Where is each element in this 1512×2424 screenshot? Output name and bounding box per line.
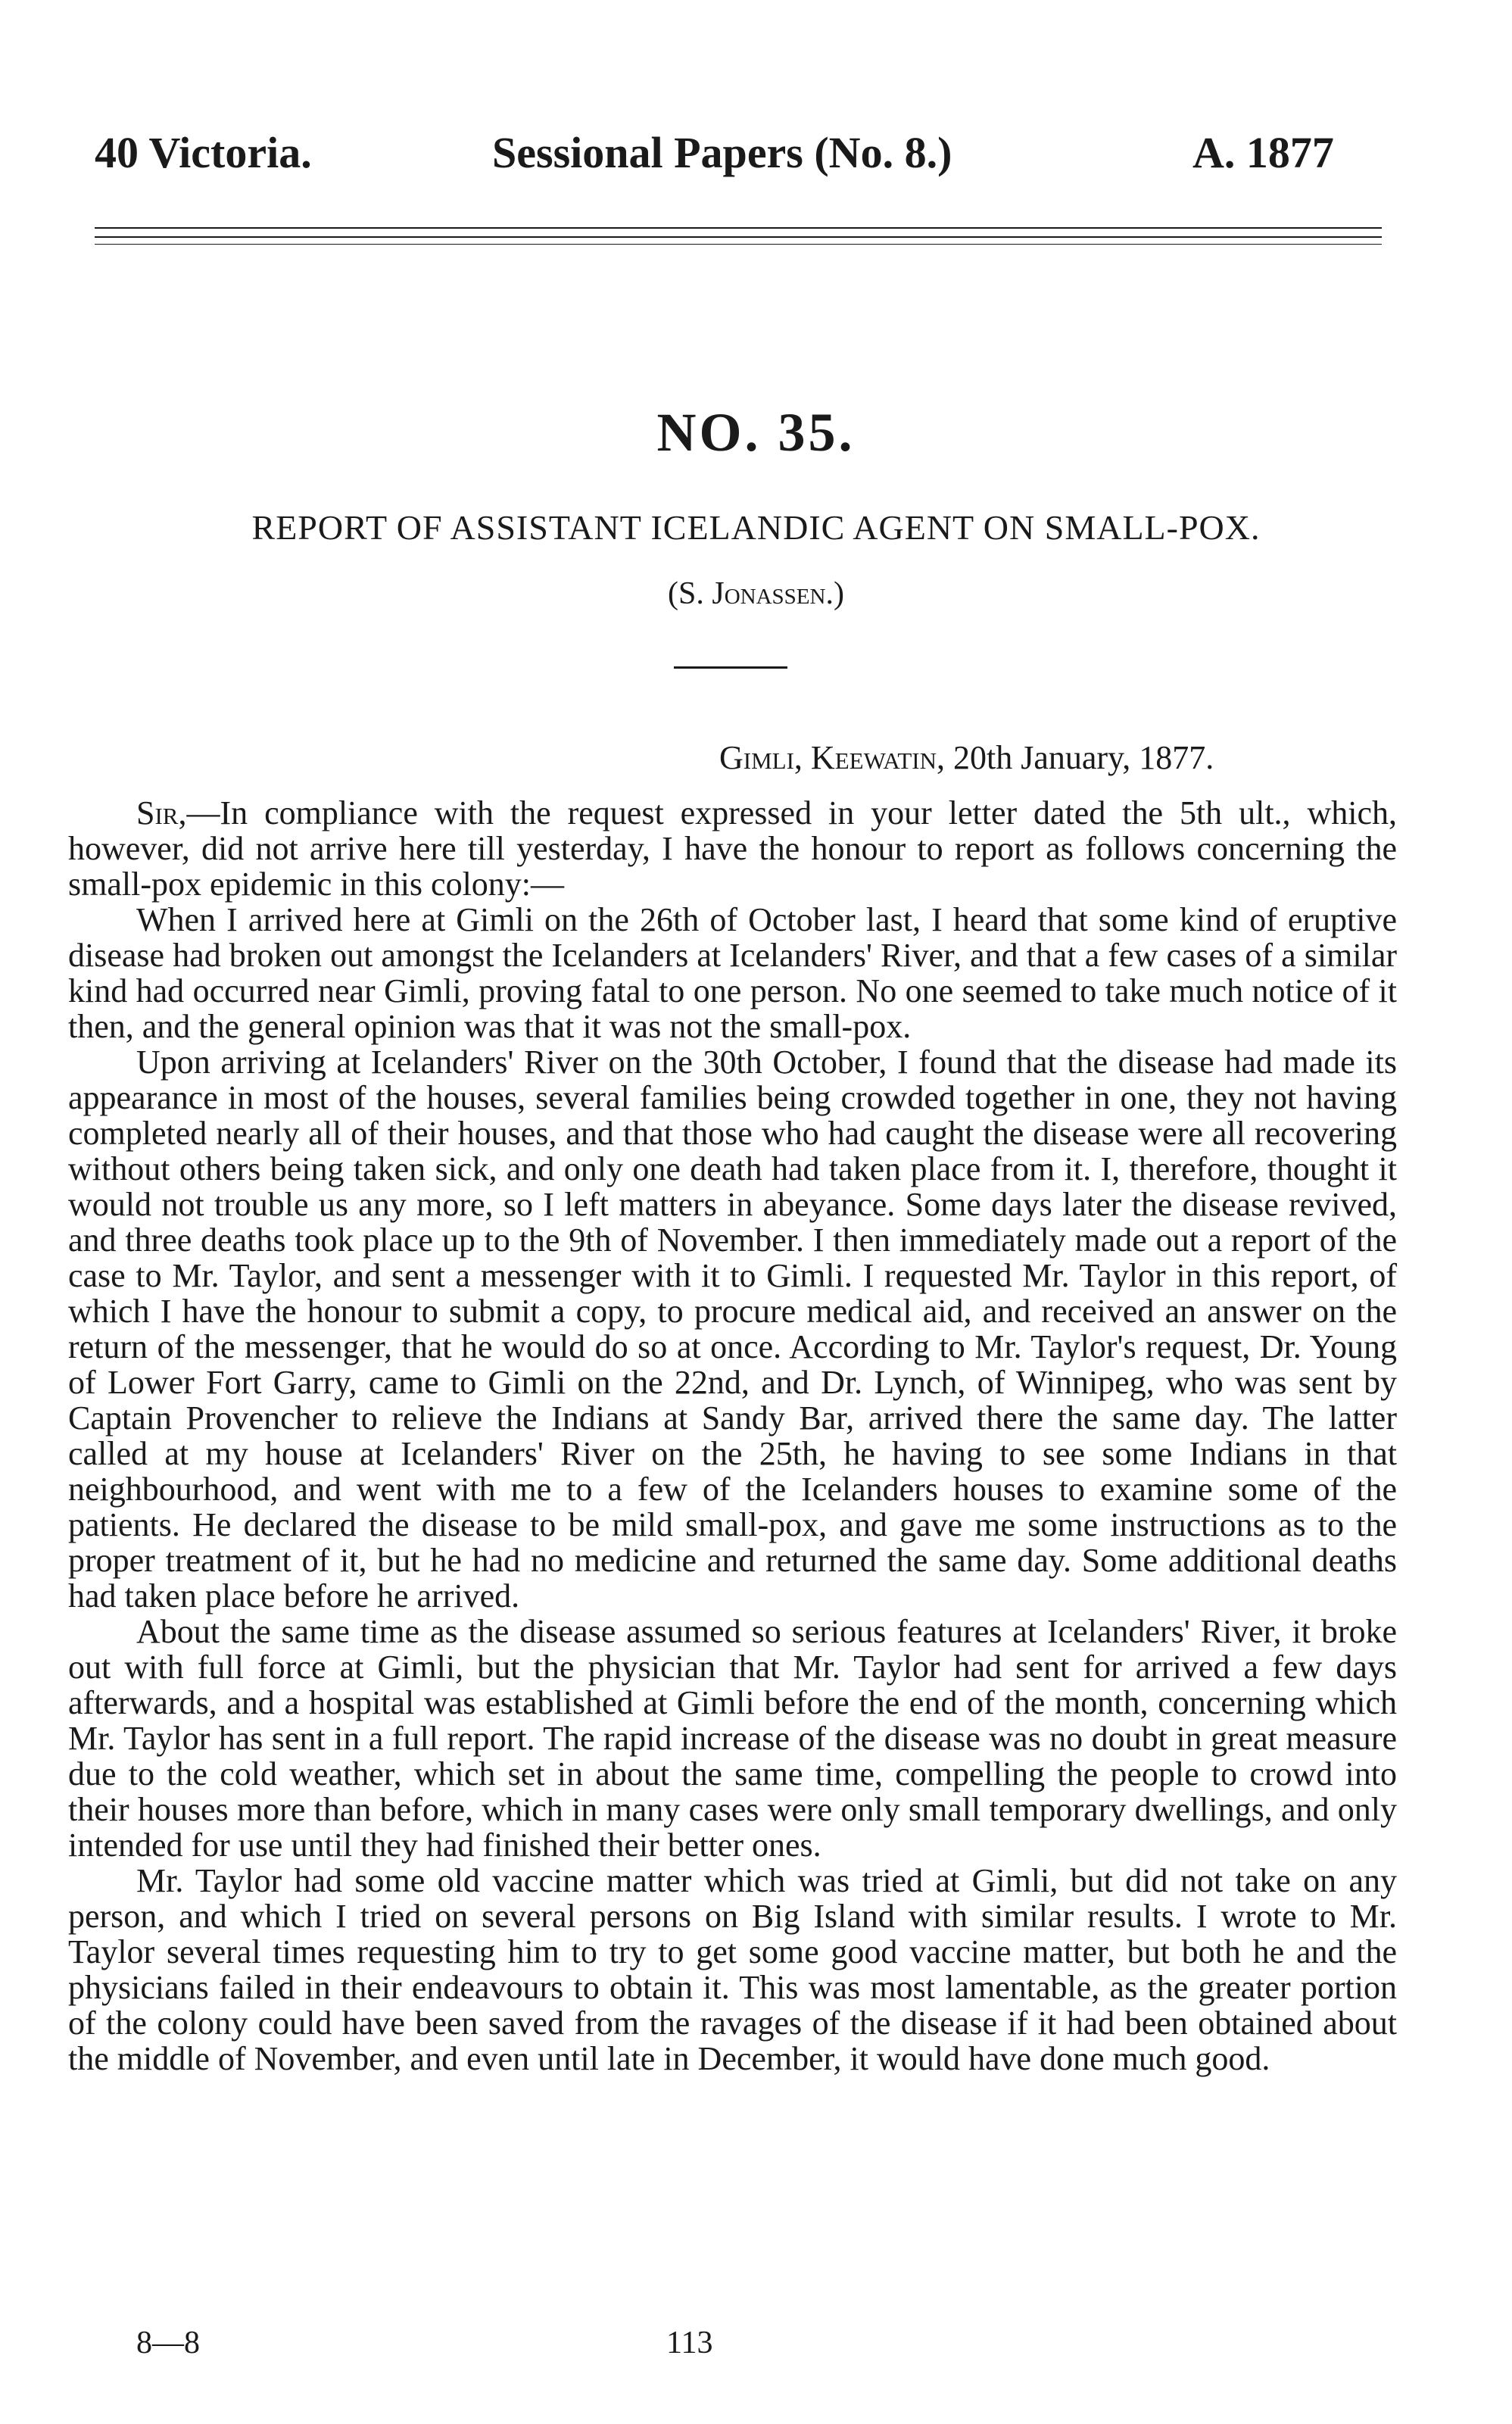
page-footer <box>0 2325 1512 2370</box>
dateline-date: 20th January, 1877. <box>953 739 1214 776</box>
header-rule-thin <box>95 244 1382 245</box>
letter-body <box>68 795 1397 2076</box>
paragraph-4: About the same time as the disease assumed so serious features at Icelanders' River, it broke out with full force at Gimli, but the physician that Mr. Taylor had sent for arrived a few days afterwards, and a hospital was established at Gimli before the end of the month, concerning which Mr. Taylor has sent in a full report. The rapid increase of the disease was no doubt in great measure due to the cold weather, which set in about the same time, compelling the people to crowd into their houses more than before, which in many cases were only small temporary dwellings, and only intended for use until they had finished their better ones. <box>68 1613 1397 1864</box>
running-head-volume: 40 Victoria. <box>95 128 312 177</box>
signature-mark: 8—8 <box>136 2326 200 2360</box>
document-title: REPORT OF ASSISTANT ICELANDIC AGENT ON SMALL-POX. <box>251 508 1261 547</box>
dateline-place: Gimli, Keewatin, <box>719 739 945 776</box>
document-number: NO. 35. <box>656 402 856 463</box>
paragraph-1-text: —In compliance with the request expressed in your letter dated the 5th ult., which, however, did not arrive here till yesterday, I have the honour to report as follows concerning the small-pox epidemic in this colony:— <box>68 794 1397 903</box>
header-rule-thick <box>95 227 1382 229</box>
running-head <box>0 127 1512 188</box>
paragraph-5: Mr. Taylor had some old vaccine matter which was tried at Gimli, but did not take on any person, and which I tried on several persons on Big Island with similar results. I wrote to Mr. Taylor several times requesting him to try to get some good vaccine matter, but both he and the physicians failed in their endeavours to obtain it. This was most lamentable, as the greater portion of the colony could have been saved from the ravages of the disease if it had been obtained about the middle of November, and even until late in December, it would have done much good. <box>68 1862 1397 2077</box>
title-divider <box>674 666 787 669</box>
paragraph-3: Upon arriving at Icelanders' River on the 30th October, I found that the disease had made its appearance in most of the houses, several families being crowded together in one, they not having completed nearly all of their houses, and that those who had caught the disease were all recovering without others being taken sick, and only one death had taken place from it. I, therefore, thought it would not trouble us any more, so I left matters in abeyance. Some days later the disease revived, and three deaths took place up to the 9th of November. I then immediately made out a report of the case to Mr. Taylor, and sent a messenger with it to Gimli. I requested Mr. Taylor in this report, of which I have the honour to submit a copy, to procure medical aid, and received an answer on the return of the messenger, that he would do so at once. According to Mr. Taylor's request, Dr. Young of Lower Fort Garry, came to Gimli on the 22nd, and Dr. Lynch, of Winnipeg, who was sent by Captain Provencher to relieve the Indians at Sandy Bar, arrived there the same day. The latter called at my house at Icelanders' River on the 25th, he having to see some Indians in that neighbourhood, and went with me to a few of the Icelanders houses to examine some of the patients. He declared the disease to be mild small-pox, and gave me some instructions as to the proper treatment of it, but he had no medicine and returned the same day. Some additional deaths had taken place before he arrived. <box>68 1044 1397 1614</box>
page-number: 113 <box>666 2326 713 2360</box>
running-head-year: A. 1877 <box>1192 128 1334 177</box>
header-rule-middle <box>95 236 1382 238</box>
paragraph-2: When I arrived here at Gimli on the 26th of October last, I heard that some kind of eruptive disease had broken out amongst the Icelanders at Icelanders' River, and that a few cases of a similar kind had occurred near Gimli, proving fatal to one person. No one seemed to take much notice of it then, and the general opinion was that it was not the small-pox. <box>68 901 1397 1045</box>
running-head-series: Sessional Papers (No. 8.) <box>492 128 952 177</box>
salutation: Sir, <box>136 794 187 831</box>
dateline <box>719 738 1401 777</box>
paragraph-1 <box>68 795 1397 902</box>
document-author: (S. Jonassen.) <box>668 576 844 611</box>
